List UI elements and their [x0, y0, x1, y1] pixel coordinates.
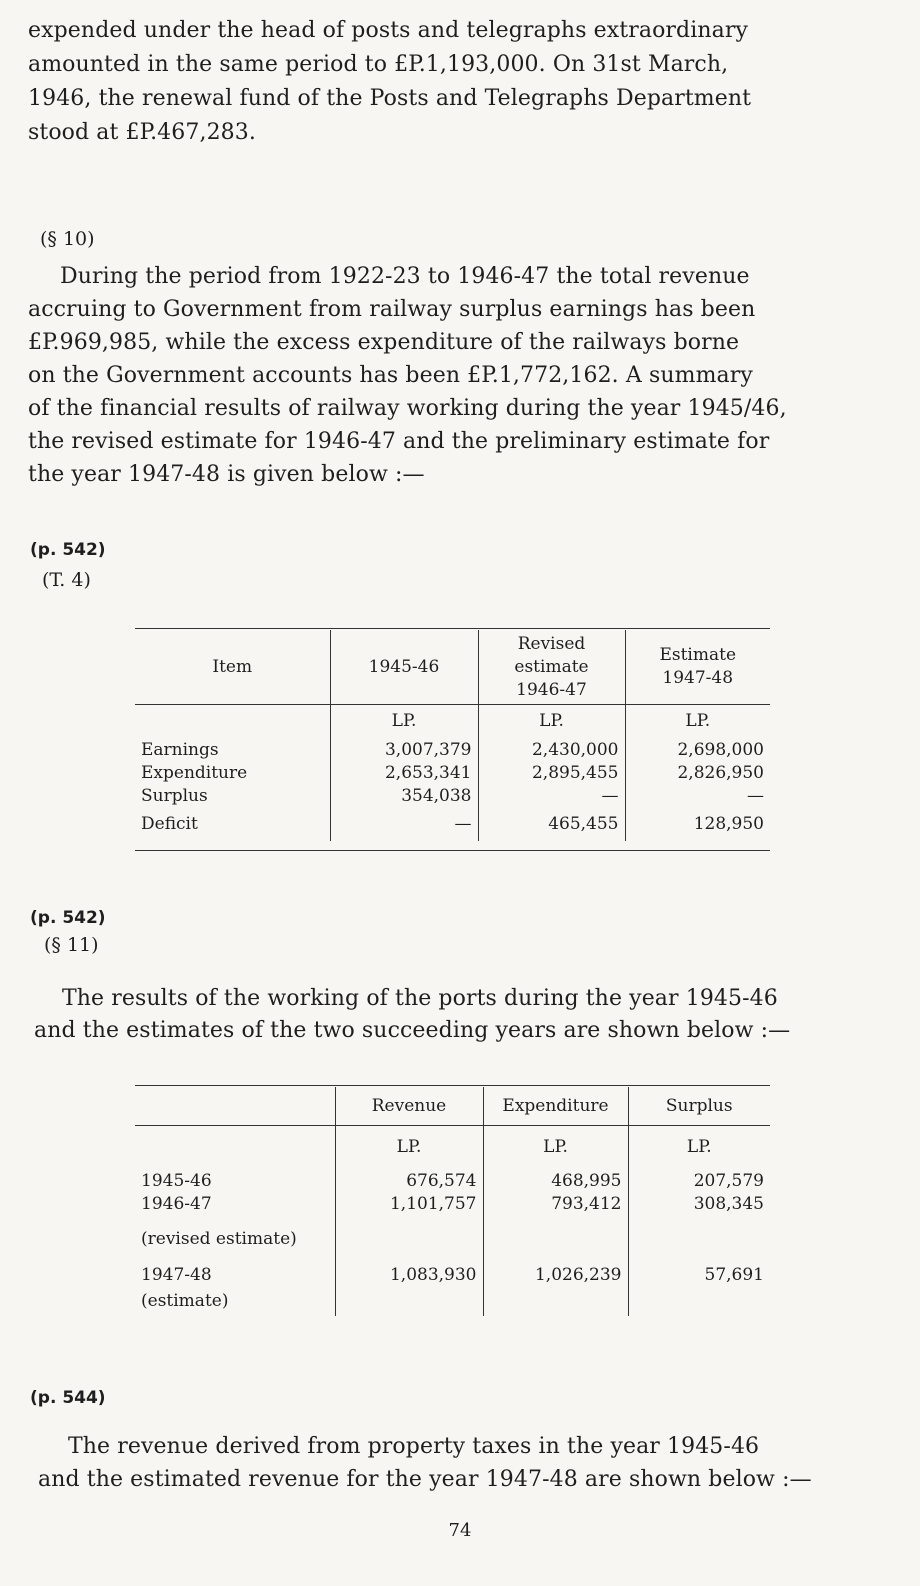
- unit-label: LP.: [483, 1125, 628, 1169]
- row-label: Deficit: [141, 814, 198, 834]
- text-line: expended under the head of posts and telegraphs extraordinary: [28, 18, 748, 43]
- row-label: 1945-46: [141, 1170, 212, 1191]
- cell: 676,574: [335, 1169, 483, 1192]
- row-label: 1947-48: [141, 1264, 212, 1285]
- section-marker-10: (§ 10): [40, 228, 95, 250]
- column-header: [625, 630, 770, 704]
- row-sublabel: (revised estimate): [141, 1229, 297, 1249]
- column-header: Revenue: [335, 1087, 483, 1125]
- table-grid: [135, 630, 770, 841]
- page-reference: (p. 544): [30, 1388, 106, 1408]
- column-header: Item: [212, 657, 253, 677]
- cell: 308,345: [628, 1192, 770, 1215]
- page-number: 74: [448, 1520, 472, 1541]
- row-label: Expenditure: [141, 762, 248, 783]
- table-rule: [135, 850, 770, 851]
- text-line: and the estimates of the two succeeding years are shown below :—: [34, 1018, 791, 1043]
- header-line: Estimate: [659, 645, 737, 665]
- cell: —: [478, 784, 625, 807]
- table-row: [135, 761, 770, 784]
- cell: 2,698,000: [625, 738, 770, 761]
- text-line: The results of the working of the ports during the year 1945-46: [62, 986, 778, 1011]
- row-sublabel: (estimate): [141, 1291, 229, 1311]
- unit-label: LP.: [478, 704, 625, 738]
- cell: —: [330, 807, 478, 841]
- header-line: Revised: [517, 633, 586, 654]
- cell: 1,026,239: [483, 1263, 628, 1286]
- text-line: of the financial results of railway working during the year 1945/46,: [28, 396, 787, 421]
- row-label: 1946-47: [141, 1193, 212, 1214]
- table-row: [135, 1169, 770, 1192]
- cell: 468,995: [483, 1169, 628, 1192]
- table-rule: [135, 1085, 770, 1086]
- cell: 354,038: [330, 784, 478, 807]
- table-reference: (T. 4): [42, 569, 91, 591]
- cell: 1,083,930: [335, 1263, 483, 1286]
- text-line: on the Government accounts has been £P.1,772,162. A summary: [28, 363, 753, 388]
- cell: 2,826,950: [625, 761, 770, 784]
- text-line: amounted in the same period to £P.1,193,000. On 31st March,: [28, 52, 729, 77]
- cell: 207,579: [628, 1169, 770, 1192]
- cell: 793,412: [483, 1192, 628, 1215]
- table-row: [135, 1192, 770, 1215]
- text-line: The revenue derived from property taxes in the year 1945-46: [68, 1434, 760, 1459]
- text-line: stood at £P.467,283.: [28, 120, 256, 145]
- text-line: 1946, the renewal fund of the Posts and Telegraphs Department: [28, 86, 752, 111]
- table-row: [135, 784, 770, 807]
- cell: 2,653,341: [330, 761, 478, 784]
- cell: 2,430,000: [478, 738, 625, 761]
- unit-label: LP.: [628, 1125, 770, 1169]
- cell: 57,691: [628, 1263, 770, 1286]
- header-line: estimate: [514, 656, 589, 677]
- unit-label: LP.: [335, 1125, 483, 1169]
- header-line: 1946-47: [516, 679, 587, 700]
- cell: 2,895,455: [478, 761, 625, 784]
- text-line: During the period from 1922-23 to 1946-47 the total revenue: [60, 264, 750, 289]
- table-row: [135, 1263, 770, 1286]
- column-header: Surplus: [628, 1087, 770, 1125]
- section-marker-11: (§ 11): [44, 934, 99, 956]
- cell: 465,455: [478, 807, 625, 841]
- row-label: Earnings: [141, 739, 219, 760]
- table-row: [135, 807, 770, 841]
- row-label: Surplus: [141, 785, 208, 806]
- text-line: and the estimated revenue for the year 1947-48 are shown below :—: [38, 1467, 812, 1492]
- column-header: [478, 630, 625, 704]
- column-header: 1945-46: [330, 630, 478, 704]
- column-header: Expenditure: [483, 1087, 628, 1125]
- text-line: the year 1947-48 is given below :—: [28, 462, 425, 487]
- unit-label: LP.: [625, 704, 770, 738]
- cell: 3,007,379: [330, 738, 478, 761]
- cell: 1,101,757: [335, 1192, 483, 1215]
- table-rule: [135, 628, 770, 629]
- text-line: the revised estimate for 1946-47 and the preliminary estimate for: [28, 429, 770, 454]
- cell: 128,950: [625, 807, 770, 841]
- cell: —: [625, 784, 770, 807]
- unit-label: LP.: [330, 704, 478, 738]
- text-line: accruing to Government from railway surplus earnings has been: [28, 297, 756, 322]
- column-header: [135, 1087, 335, 1125]
- page-reference: (p. 542): [30, 540, 106, 560]
- table-grid: [135, 1087, 770, 1316]
- header-line: 1947-48: [662, 668, 734, 688]
- page-reference: (p. 542): [30, 908, 106, 928]
- table-row: [135, 738, 770, 761]
- text-line: £P.969,985, while the excess expenditure of the railways borne: [28, 330, 740, 355]
